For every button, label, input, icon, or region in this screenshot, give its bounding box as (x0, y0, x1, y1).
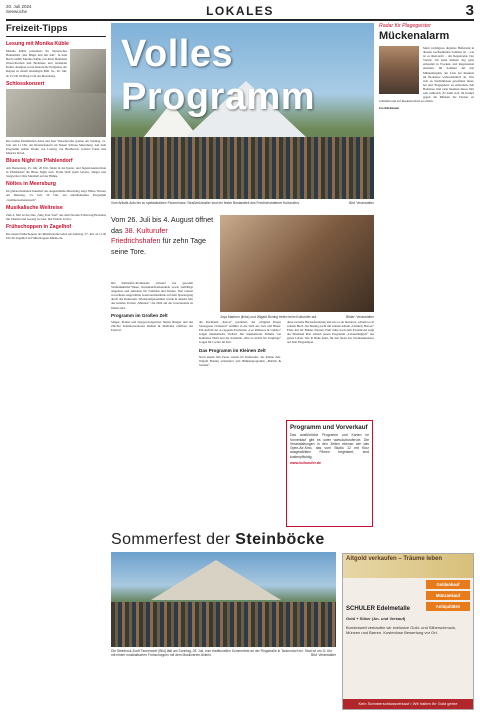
program-box: Programm und Vorverkauf Das ausführliche Programm und Karten im Vorverkauf gibt es unter www.kulturufer.de. Die Veranstaltungen in den Zelten ebenso wie das Open-Air-Kino, das vom Studio 12 mit Kürz ausgewählten Filmen begeistert, sind kostenpflichtig. www.kulturufer.de (286, 420, 373, 527)
freizeit-tipps-column (6, 23, 106, 240)
tip-text: Zum 4. Mal ist das Duo „Sing Your Soul“ aus dem Norden Schleswig-Holsteins mit Ukulele und Gesang zu Gast. Der Eintritt ist frei. (6, 212, 106, 221)
ad-banner: Altgold verkaufen – Träume leben (343, 554, 473, 578)
page-header (6, 4, 474, 20)
kicker: Radar für Plagegeister (379, 23, 431, 29)
tip-heading: Musikalische Weltreise (6, 204, 63, 211)
ad-button[interactable]: Antiquitäten (426, 602, 470, 611)
crowd-shape (111, 137, 374, 199)
article-col-1: Die Kulturufer-Promenade schwebt wie gewohnt Straßenkünstler*innen, Kunsthandwerksstände sowie vielfältige Angebote und Aktionen für Familien und Kinder. Den Gästen verwöhnen ausgewählte Gastronomiestände auf dem Spaziergang durch das Kulturufer. Wiederaufgenommen wurde in diesem Jahr das beliebte Format „Matinee“: die 2024 auf der Gastronomie zu finden sind. Programm im Großen Zelt Sänger, Pianist und Doppel-Songwriter Simon Bunger und das Zürcher Kammerorchester Riehen & Madlaina eröffnen das Festival. (111, 281, 193, 332)
ad-shop-name: SCHULER Edelmetalle (346, 606, 411, 612)
advertisement[interactable] (342, 553, 474, 710)
column-right (379, 23, 474, 110)
tip-heading: Schlosskonzert (6, 80, 45, 87)
article-col-2: die Rockband „Ketcar“ garantiert, das „Original Prager Strassgauer Orchestra“ entführt in die Welt des Jazz und Blues. Ein Auftritt der A-cappella-Formation „Lee Rittneres & UpDuo“ zeigen musikalische Vielfalt. Der musikalische Stimme von Katharina Hohl und die Komödie „Ehe ist nichts für Feiglinge“ sorgen für Lacher im Zelt. Das Programm im Kleinen Zelt Nach einem Jahr Pause wieder im Kulturufer: das Kleine Zelt. Wigald Boning präsentiert sein Bühnenprogramm „Bobble & Sounds“. (199, 320, 281, 367)
author-name: Ute Rückmann (379, 106, 400, 111)
tip-heading: Frühschoppen in Zagelhof (6, 223, 72, 230)
page-number: 3 (465, 2, 474, 19)
ad-body: Bundesweit verkaufen wir exklusive Gold- und Silberschmuck, Münzen und Barren. Kostenlose Bewertung vor Ort. (346, 625, 457, 635)
headline: Volles Programm (121, 33, 316, 118)
subheading: Programm im Großen Zelt (111, 312, 168, 318)
tip-heading: Lesung mit Monika Küble (6, 41, 69, 47)
commentary-title: Mückenalarm (379, 30, 450, 42)
ad-footer: Kein Sommerschlussverkauf • Wir halten Ihr Gold gerne (343, 699, 473, 709)
tent-shape (151, 560, 281, 600)
freizeit-title: Freizeit-Tipps (6, 23, 106, 37)
header-date: 20. Juli 2024 Seewoche (6, 4, 32, 14)
box-link[interactable]: www.kulturufer.de (290, 460, 322, 465)
tip-text: Monika Küble präsentiert ihr literarisches Heimatbild „Der Hügel und mir nah“. In dem Buch erzählt Monika Küble von ihren Heimaten Oberschwaben und Bodensee und vermeldet Kultur, Religion sowie historische Ereignisse der Region zu einem lebendigen Bild. Sa., 20. Juli, ab 15 Uhr im Burg-Café der Meersburg. (6, 49, 67, 78)
box-title: Programm und Vorverkauf (290, 424, 368, 431)
author-portrait (379, 46, 419, 94)
ad-buttons (426, 580, 470, 613)
article-col-3: diese extreme Herausforderung und wie er sie meisterte, schreibt er in seinem Buch. Jan Boning pacht mit seinem Album „Unlikely Heroes“ Ende Juli der Brüder Zutaten. Fünf Jahre nach dem Eventbrand zeigt der Ehemann über seinem neuen Programm „Lebenslänglich“ das ganze Leben. Wer in Ruhe feiert, für den bietet das Verdienstkreuzes auf dem Flugstempel. (287, 320, 374, 345)
ad-button[interactable]: Münzankauf (426, 591, 470, 600)
tip-heading: Blues Night im Pfahlendorf (6, 158, 73, 165)
lead-text: Vom 26. Juli bis 4. August öffnet das 38. Kulturufer Friedrichshafen für zehn Tage seine Tore. (111, 215, 219, 257)
tip-text: Am Donnerstag, 25. Juli, 20 Uhr, findet in der Kunst- und Jugend-kunstschule in Pfahlendorf die Blues Night statt. Frank Wolf spielt Gitarre, Sänger und Songwriter Chris Marshall auf der Bühne. (6, 166, 106, 179)
hero-caption: Vom Artistik-Acts bis zu spektakulären Feuershows: Straßenkünstler sind ein fester Bestandteil des Friedrichshafener Kulturufers. Bild: Veranstalter (111, 201, 374, 205)
crowd-shape (111, 602, 336, 647)
tip-text: Die neuen Frühschoppen der Musikvereine laden am Samstag, 27. Juli, ab 11.30 Uhr im Zagelhof zu Frühschoppen-Musik ein. (6, 231, 106, 240)
header-rule (6, 19, 474, 21)
ad-slogan: Gold + Silber (An- und Verkauf) (346, 616, 406, 621)
tip-text: Im glutarotbemalten Innenhof des Augustinums Meersburg zeigt Nöltes Theater am Dienstag, 23. Juli, 20 Uhr, ein unterhaltsames Programm „Sommersonnenrausch“. (6, 189, 106, 202)
sommerfest-article (111, 531, 474, 706)
tip-text: Die beiden Pianistinnen Anna und Ines Walachowski spielen am Sonntag, 21. Juli, um 11 Uhr, ein Klavierkonzert im Neuen Schloss Meersburg. Auf dem Programm stehen Werke von Ludwig van Beethoven, Gabriel Fauré und Maurice Ravel. (6, 138, 106, 155)
section-title: LOKALES (206, 4, 274, 18)
artists-photo (220, 215, 374, 312)
hero-photo (111, 23, 374, 199)
sommerfest-photo (111, 552, 336, 647)
tip-heading: Nöltes in Meersburg (6, 181, 56, 188)
ad-button[interactable]: Goldankauf (426, 580, 470, 589)
commentary-text: Mein wichtigstes digitales Helferlein in diesem wechselhaften Sommer ist – wie ist es überrascht – der Regenradar. Der Vorteil: Ich kann meinen Tag ganz entspannt in Trocken- und Regenzeiten einteilen. Im Sommer auf den Mückenbeginn, der Liste der Insekten im Bodensee wahrscheinlich ab. Wer sich an Stechmücken gewöhnen muss, hat jetzt Plagegeister zu entdecken. Am Bodensee sind viele Insekten dieses Jahr sehr zahlreich. Es lohnt sich, im Kampf gegen die Mücken die Fenster zu schließen und auf Insektenschutz zu achten. (379, 46, 474, 104)
author-photo (70, 49, 106, 93)
sommerfest-title: Sommerfest der Steinböcke (111, 531, 325, 548)
pianists-photo (6, 89, 106, 137)
sommerfest-caption: Die Steinbock-Zunft Tannendorf (Bild) lädt am Sonntag, 28. Juli, zum traditionellen Sommerfest an der Ringstraße in Tannendorf ein. Start ist um 11 Uhr mit einem musikalischen Frühschoppen mit dem Musikverein Ahlerin. Bild: Veranstalter (111, 649, 336, 658)
artists-caption: Joya Marleen (links) und Wigald Boning treten beim Kulturufer auf. Bilder: Veranstalter (220, 315, 374, 319)
subheading: Das Programm im Kleinen Zelt (199, 347, 266, 353)
main-article (111, 23, 374, 367)
